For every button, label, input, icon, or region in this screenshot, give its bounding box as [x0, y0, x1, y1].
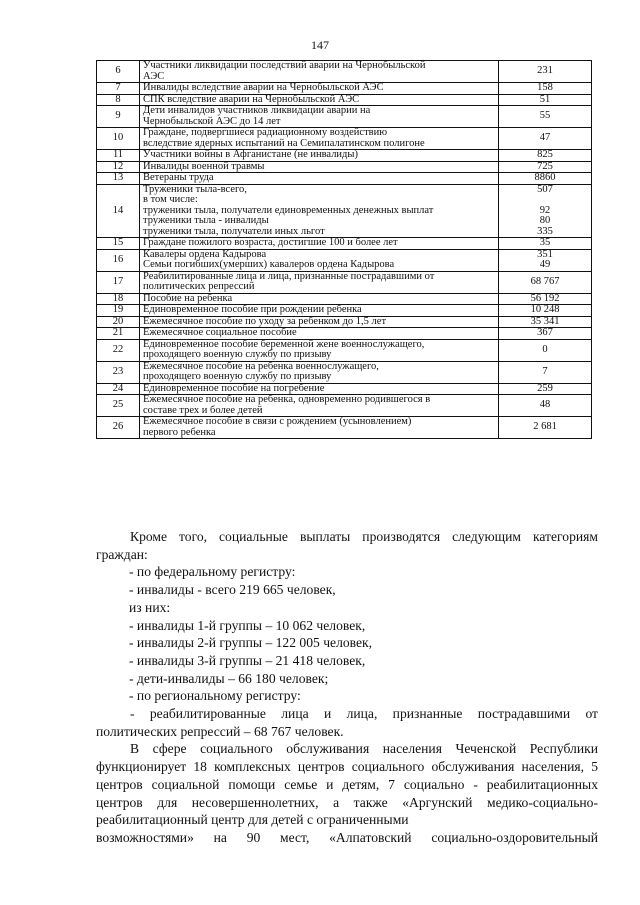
value-line: 158 — [537, 82, 553, 93]
list-item: - инвалиды 3-й группы – 21 418 человек, — [129, 652, 366, 668]
service-paragraph-last-line: возможностями» на 90 мест, «Алпатовский социально-оздоровительный — [96, 829, 598, 845]
category-line: Граждане, подвергшиеся радиационному воздействию — [143, 127, 388, 138]
row-value — [499, 271, 592, 293]
value-line: 35 — [539, 237, 551, 248]
category-line: политических репрессий — [143, 281, 255, 292]
table-row — [97, 316, 592, 328]
category-line: Граждане пожилого возраста, достигшие 100 и более лет — [143, 237, 398, 248]
category-line: первого ребенка — [143, 426, 216, 438]
category-line: Семьи погибших(умерших) кавалеров ордена Кадырова — [143, 259, 395, 270]
table-row — [97, 395, 592, 417]
category-line: Единовременное пособие при рождении ребенка — [143, 304, 362, 315]
value-line: 35 341 — [530, 315, 560, 327]
row-value — [499, 150, 592, 162]
table-row — [97, 184, 592, 238]
row-category — [140, 316, 499, 328]
row-number: 16 — [97, 249, 140, 271]
row-value — [499, 238, 592, 250]
category-line: Реабилитированные лица и лица, признанные пострадавшими от — [143, 270, 435, 282]
category-line: АЭС — [143, 70, 165, 82]
row-value — [499, 305, 592, 317]
row-category — [140, 328, 499, 340]
value-line: 231 — [537, 65, 553, 77]
row-value — [499, 328, 592, 340]
category-line: в том числе: — [143, 194, 198, 205]
value-line: 80 — [539, 215, 551, 226]
row-number: 23 — [97, 361, 140, 383]
row-value — [499, 106, 592, 128]
list-item: - инвалиды - всего 219 665 человек, — [129, 582, 336, 598]
category-line: Инвалиды военной травмы — [143, 160, 265, 172]
list-item: - инвалиды 1-й группы – 10 062 человек, — [129, 617, 366, 633]
category-line: Ежемесячное социальное пособие — [143, 327, 297, 338]
table-row — [97, 61, 592, 83]
row-category — [140, 271, 499, 293]
value-line: 0 — [542, 343, 548, 355]
row-number: 17 — [97, 271, 140, 293]
row-value — [499, 383, 592, 395]
table-row — [97, 271, 592, 293]
row-category — [140, 94, 499, 106]
row-number: 9 — [97, 106, 140, 128]
value-line: 825 — [537, 149, 553, 160]
benefits-table — [96, 60, 592, 439]
row-number: 18 — [97, 293, 140, 305]
row-category — [140, 339, 499, 361]
row-value — [499, 184, 592, 238]
row-number: 8 — [97, 94, 140, 106]
table-row — [97, 83, 592, 95]
table-row — [97, 305, 592, 317]
row-number: 12 — [97, 161, 140, 173]
row-category — [140, 83, 499, 95]
row-number: 21 — [97, 328, 140, 340]
category-line: Труженики тыла-всего, — [143, 183, 247, 195]
row-value — [499, 361, 592, 383]
row-number: 26 — [97, 417, 140, 439]
row-category — [140, 150, 499, 162]
value-line: 51 — [539, 93, 551, 105]
table-row — [97, 161, 592, 173]
row-value — [499, 94, 592, 106]
rehab-paragraph: - реабилитированные лица и лица, признанные пострадавшими от политических репрессий – 68 767 человек. — [96, 706, 598, 739]
value-line: 56 192 — [530, 292, 560, 304]
list-item: - дети-инвалиды – 66 180 человек; — [129, 670, 329, 686]
row-value — [499, 173, 592, 185]
table-row — [97, 383, 592, 395]
row-category — [140, 361, 499, 383]
row-number: 13 — [97, 173, 140, 185]
list-item: - инвалиды 2-й группы – 122 005 человек, — [129, 635, 373, 651]
table-row — [97, 328, 592, 340]
category-line: Кавалеры ордена Кадырова — [143, 248, 267, 260]
value-line — [502, 195, 588, 206]
category-line: труженики тыла - инвалиды — [143, 215, 269, 226]
value-line: 259 — [537, 382, 553, 394]
row-value — [499, 316, 592, 328]
value-line: 48 — [539, 399, 551, 411]
table-row — [97, 94, 592, 106]
category-line: Участники ликвидации последствий аварии на Чернобыльской — [143, 60, 426, 71]
row-value — [499, 128, 592, 150]
row-category — [140, 395, 499, 417]
value-line: 8860 — [534, 172, 556, 183]
value-line: 10 248 — [530, 304, 560, 315]
value-line: 55 — [539, 110, 551, 122]
value-line: 335 — [537, 225, 553, 237]
category-line: Ежемесячное пособие на ребенка военнослужащего, — [143, 360, 379, 372]
row-category — [140, 173, 499, 185]
value-line: 7 — [542, 365, 548, 377]
row-number: 14 — [97, 184, 140, 238]
intro-paragraph: Кроме того, социальные выплаты производятся следующим категориям граждан: — [96, 529, 598, 562]
category-line: Единовременное пособие беременной жене военнослужащего, — [143, 338, 425, 350]
row-value — [499, 83, 592, 95]
category-line: труженики тыла, получатели единовременных денежных выплат — [143, 204, 434, 216]
row-category — [140, 106, 499, 128]
page-number: 147 — [311, 38, 329, 52]
row-category — [140, 305, 499, 317]
table-row — [97, 249, 592, 271]
row-category — [140, 293, 499, 305]
value-line: 2 681 — [533, 421, 557, 433]
row-number: 22 — [97, 339, 140, 361]
row-value — [499, 249, 592, 271]
row-value — [499, 61, 592, 83]
value-line: 507 — [537, 183, 553, 195]
table-row — [97, 106, 592, 128]
category-line: проходящего военную службу по призыву — [143, 371, 332, 382]
row-value — [499, 161, 592, 173]
category-line: вследствие ядерных испытаний на Семипалатинском полигоне — [143, 137, 425, 149]
value-line: 68 767 — [530, 275, 560, 287]
category-line: составе трех и более детей — [143, 404, 263, 416]
table-row — [97, 173, 592, 185]
list-item: - по региональному регистру: — [129, 688, 301, 704]
category-line: труженики тыла, получатели иных льгот — [143, 225, 325, 237]
row-category — [140, 383, 499, 395]
row-value — [499, 417, 592, 439]
row-category — [140, 61, 499, 83]
row-value — [499, 339, 592, 361]
table-row — [97, 293, 592, 305]
list-item: из них: — [129, 599, 171, 615]
value-line: 92 — [539, 204, 551, 216]
category-line: проходящего военную службу по призыву — [143, 349, 332, 360]
value-line: 351 — [537, 248, 553, 260]
category-line: Ежемесячное пособие в связи с рождением (усыновлением) — [143, 416, 412, 427]
row-category — [140, 128, 499, 150]
body-text — [96, 528, 598, 847]
table-row — [97, 339, 592, 361]
row-value — [499, 293, 592, 305]
row-number: 20 — [97, 316, 140, 328]
list-item: - по федеральному регистру: — [129, 564, 296, 580]
category-line: Пособие на ребенка — [143, 292, 233, 304]
table-row — [97, 417, 592, 439]
category-line: Инвалиды вследствие аварии на Чернобыльской АЭС — [143, 82, 384, 93]
row-category — [140, 238, 499, 250]
category-line: Ежемесячное пособие по уходу за ребенком до 1,5 лет — [143, 315, 387, 327]
row-number: 25 — [97, 395, 140, 417]
value-line: 367 — [537, 327, 553, 338]
value-line: 725 — [537, 160, 553, 172]
category-line: Дети инвалидов участников ликвидации аварии на — [143, 105, 371, 116]
table-row — [97, 361, 592, 383]
value-line: 49 — [539, 259, 551, 270]
category-line: СПК вследствие аварии на Чернобыльской АЭС — [143, 93, 360, 105]
table-row — [97, 238, 592, 250]
service-paragraph: В сфере социального обслуживания населения Чеченской Республики функционирует 18 комплексных центров социального обслуживания населения, 5 центров социальной помощи семье и детям, 7 социально - реабилитационных центров для несовершеннолетних, а также «Аргунский медико-социально-реабилитационный центр для детей с ограниченными — [96, 741, 598, 828]
category-line: Ветераны труда — [143, 172, 214, 183]
category-line: Чернобыльской АЭС до 14 лет — [143, 115, 281, 127]
category-line: Участники войны в Афганистане (не инвалиды) — [143, 149, 358, 160]
row-category — [140, 249, 499, 271]
category-line: Ежемесячное пособие на ребенка, одновременно родившегося в — [143, 394, 431, 405]
table-row — [97, 128, 592, 150]
table-row — [97, 150, 592, 162]
row-number: 24 — [97, 383, 140, 395]
row-number: 6 — [97, 61, 140, 83]
table-body — [97, 61, 592, 439]
row-number: 15 — [97, 238, 140, 250]
row-number: 7 — [97, 83, 140, 95]
row-category — [140, 417, 499, 439]
row-number: 10 — [97, 128, 140, 150]
value-line: 47 — [539, 132, 551, 144]
row-category — [140, 184, 499, 238]
category-line: Единовременное пособие на погребение — [143, 382, 325, 394]
row-number: 11 — [97, 150, 140, 162]
row-value — [499, 395, 592, 417]
row-number: 19 — [97, 305, 140, 317]
row-category — [140, 161, 499, 173]
